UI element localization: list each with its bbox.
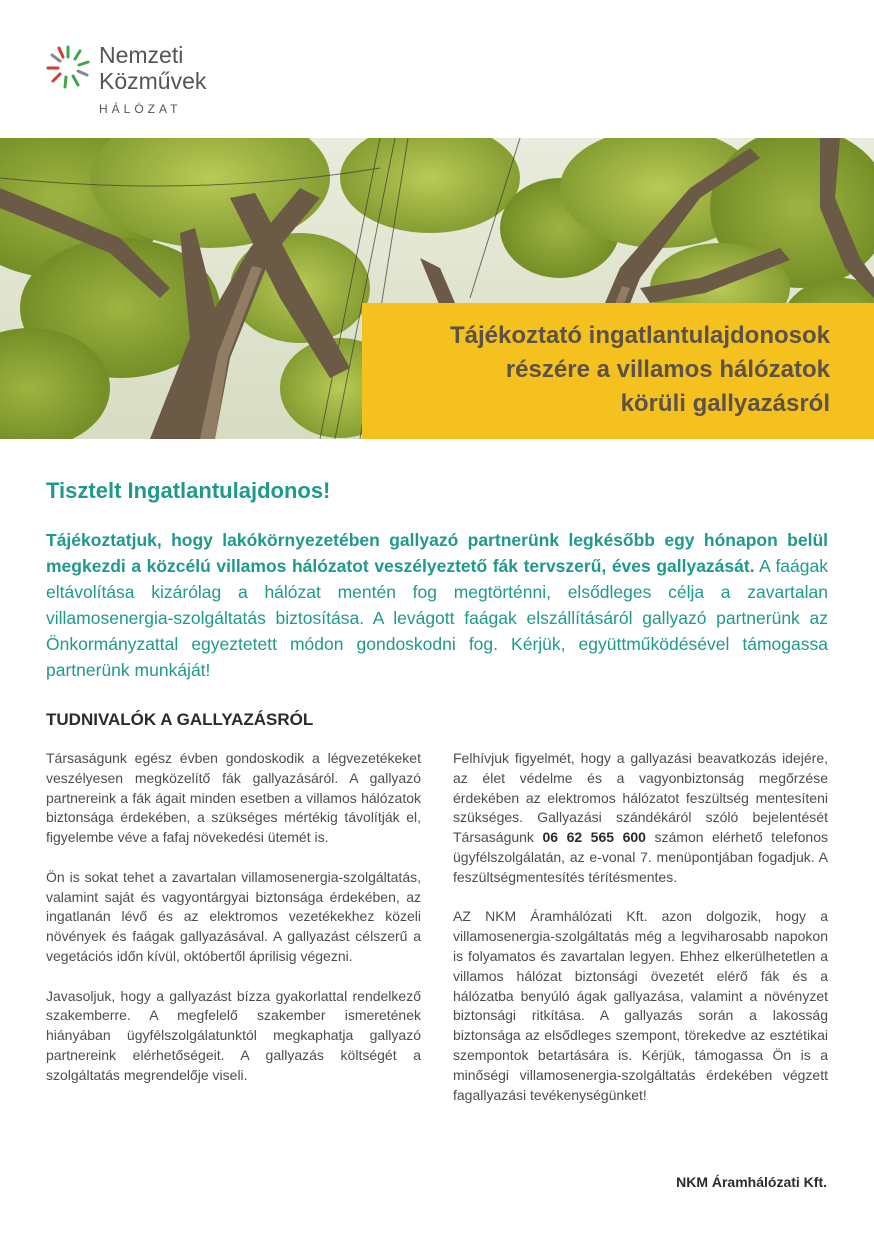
right-column (453, 749, 828, 1105)
intro-lead-bold: Tájékoztatjuk, hogy lakókörnyezetében gallyazó partnerünk legkésőbb egy hónapon belül megkezdi a közcélú villamos hálózatot veszélyeztető fák tervszerű, éves gallyazását. (46, 530, 828, 576)
left-column (46, 749, 421, 1086)
left-paragraph-3: Javasoljuk, hogy a gallyazást bízza gyakorlattal rendelkező szakemberre. A megfelelő szakember ismeretének hiányában ügyfélszolgálatunktól megkaphatja gallyazó partnereink elérhetőségeit. A gallyazás költségét a szolgáltatás megrendelője viseli. (46, 987, 421, 1083)
title-line-3: körüli gallyazásról (620, 390, 830, 417)
nemzeti-kozmuvek-logo (45, 42, 245, 122)
title-banner (362, 303, 874, 439)
title-line-2: részére a villamos hálózatok (505, 356, 830, 383)
right-p1-before: Felhívjuk figyelmét, hogy a gallyazási beavatkozás idejére, az élet védelme és a vagyonbiztonság megőrzése érdekében az elektromos hálózatot feszültség mentesíteni szükséges. Gallyazási szándékáról szóló bejelentését Társaságunk (453, 750, 828, 846)
right-p1-after: számon elérhető telefonos ügyfélszolgálatán, az e-vonal 7. menüpontjában fogadjuk. A feszültségmentesítés térítésmentes. (453, 829, 828, 885)
left-paragraph-1: Társaságunk egész évben gondoskodik a légvezetékeket veszélyesen megközelítő fák gallyazásáról. A gallyazó partnereink a fák ágait minden esetben a villamos hálózatok biztonsága érdekében, a szükséges mértékig távolítják el, figyelembe véve a fafaj növekedési ütemét is. (46, 750, 421, 846)
right-paragraph-2: AZ NKM Áramhálózati Kft. azon dolgozik, hogy a villamosenergia-szolgáltatás még a legviharosabb napokon is folyamatos és zavartalan legyen. Ehhez elkerülhetetlen a villamos hálózat biztonsági övezetét elérő fák és a hálózatba benyúló ágak gallyazása, valamint a növényzet biztonsági ritkítása. A gallyazás során a lakosság biztonsága az elsődleges szempont, törekedve az esztétikai szempontok betartására is. Kérjük, támogassa Ön is a minőségi villamosenergia-szolgáltatás érdekében végzett fagallyazási tevékenységünket! (453, 908, 828, 1103)
signature: NKM Áramhálózati Kft. (676, 1174, 827, 1190)
title-line-1: Tájékoztató ingatlantulajdonosok (449, 322, 830, 349)
phone-number: 06 62 565 600 (542, 829, 646, 846)
left-paragraph-2: Ön is sokat tehet a zavartalan villamosenergia-szolgáltatás, valamint saját és vagyontárgyai biztonsága érdekében, az ingatlanán lévő és az elektromos vezetékekhez közeli növények és faágak gallyazásával. A gallyazást célszerű a vegetációs időn kívül, októbertől áprilisig végezni. (46, 868, 421, 964)
intro-paragraph (46, 527, 828, 683)
logo-wordmark-halozat: HÁLÓZAT (99, 102, 182, 116)
greeting-heading: Tisztelt Ingatlantulajdonos! (46, 478, 331, 503)
logo-starburst-icon (45, 44, 91, 90)
logo-wordmark-kozmuvek: Közművek (99, 68, 207, 94)
logo-wordmark-nemzeti: Nemzeti (99, 42, 184, 68)
intro-lead-rest: A faágak eltávolítása kizárólag a hálózat mentén fog megtörténni, elsődleges célja a zavartalan villamosenergia-szolgáltatás biztosítása. A levágott faágak elszállításáról gallyazó partnerünk az Önkormányzattal egyeztetett módon gondoskodni fog. Kérjük, együttműködésével támogassa partnerünk munkáját! (46, 556, 828, 680)
section-heading: TUDNIVALÓK A GALLYAZÁSRÓL (46, 710, 314, 729)
right-paragraph-1 (453, 749, 828, 888)
